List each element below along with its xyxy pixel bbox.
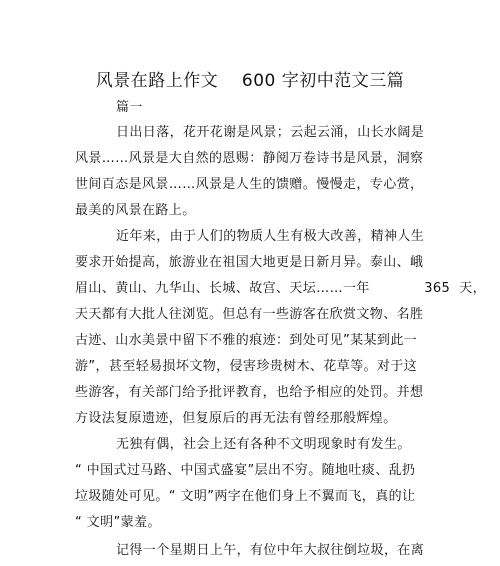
paragraph-line: 无独有偶，社会上还有各种不文明现象时有发生。	[116, 437, 411, 452]
paragraph-line: 日出日落，花开花谢是风景；云起云涌，山长水阔是	[116, 125, 425, 140]
paragraph-line: 要求开始提高，旅游业在祖国大地更是日新月异。泰山、峨	[75, 255, 424, 270]
paragraph-line: 垃圾随处可见。“ 文明”两字在他们身上不翼而飞，真的让	[75, 489, 416, 504]
paragraph-line: 眉山、黄山、九华山、长城、故宫、天坛……一年 365 天，	[75, 281, 487, 296]
paragraph-line: 世间百态是风景……风景是人生的馈赠。慢慢走，专心赏，	[75, 177, 424, 192]
paragraph-line: “ 中国式过马路、中国式盛宴”层出不穷。随地吐痰、乱扔	[75, 463, 416, 478]
paragraph-line: 方设法复原遗迹，但复原后的再无法有曾经那般辉煌。	[75, 411, 397, 426]
paragraph-line: 近年来，由于人们的物质人生有极大改善，精神人生	[116, 229, 425, 244]
paragraph-line: 记得一个星期日上午，有位中年大叔往倒垃圾，在离	[116, 543, 425, 558]
paragraph-line: 古迹、山水美景中留下不雅的痕迹：到处可见”某某到此一	[75, 333, 418, 348]
paragraph-line: “ 文明”蒙羞。	[75, 515, 161, 530]
paragraph-line: 些游客，有关部门给予批评教育，也给予相应的处罚。并想	[75, 385, 424, 400]
paragraph-line: 游”，甚至轻易损坏文物，侵害珍贵树木、花草等。对于这	[75, 359, 418, 374]
paragraph-line: 天天都有大批人往浏览。但总有一些游客在欣赏文物、名胜	[75, 307, 424, 322]
paragraph-line: 风景……风景是大自然的恩赐：静阅万卷诗书是风景，洞察	[75, 151, 424, 166]
document-title: 风景在路上作文 600 字初中范文三篇	[95, 71, 405, 91]
paragraph-line: 最美的风景在路上。	[75, 203, 196, 218]
section-label: 篇一	[116, 100, 143, 115]
